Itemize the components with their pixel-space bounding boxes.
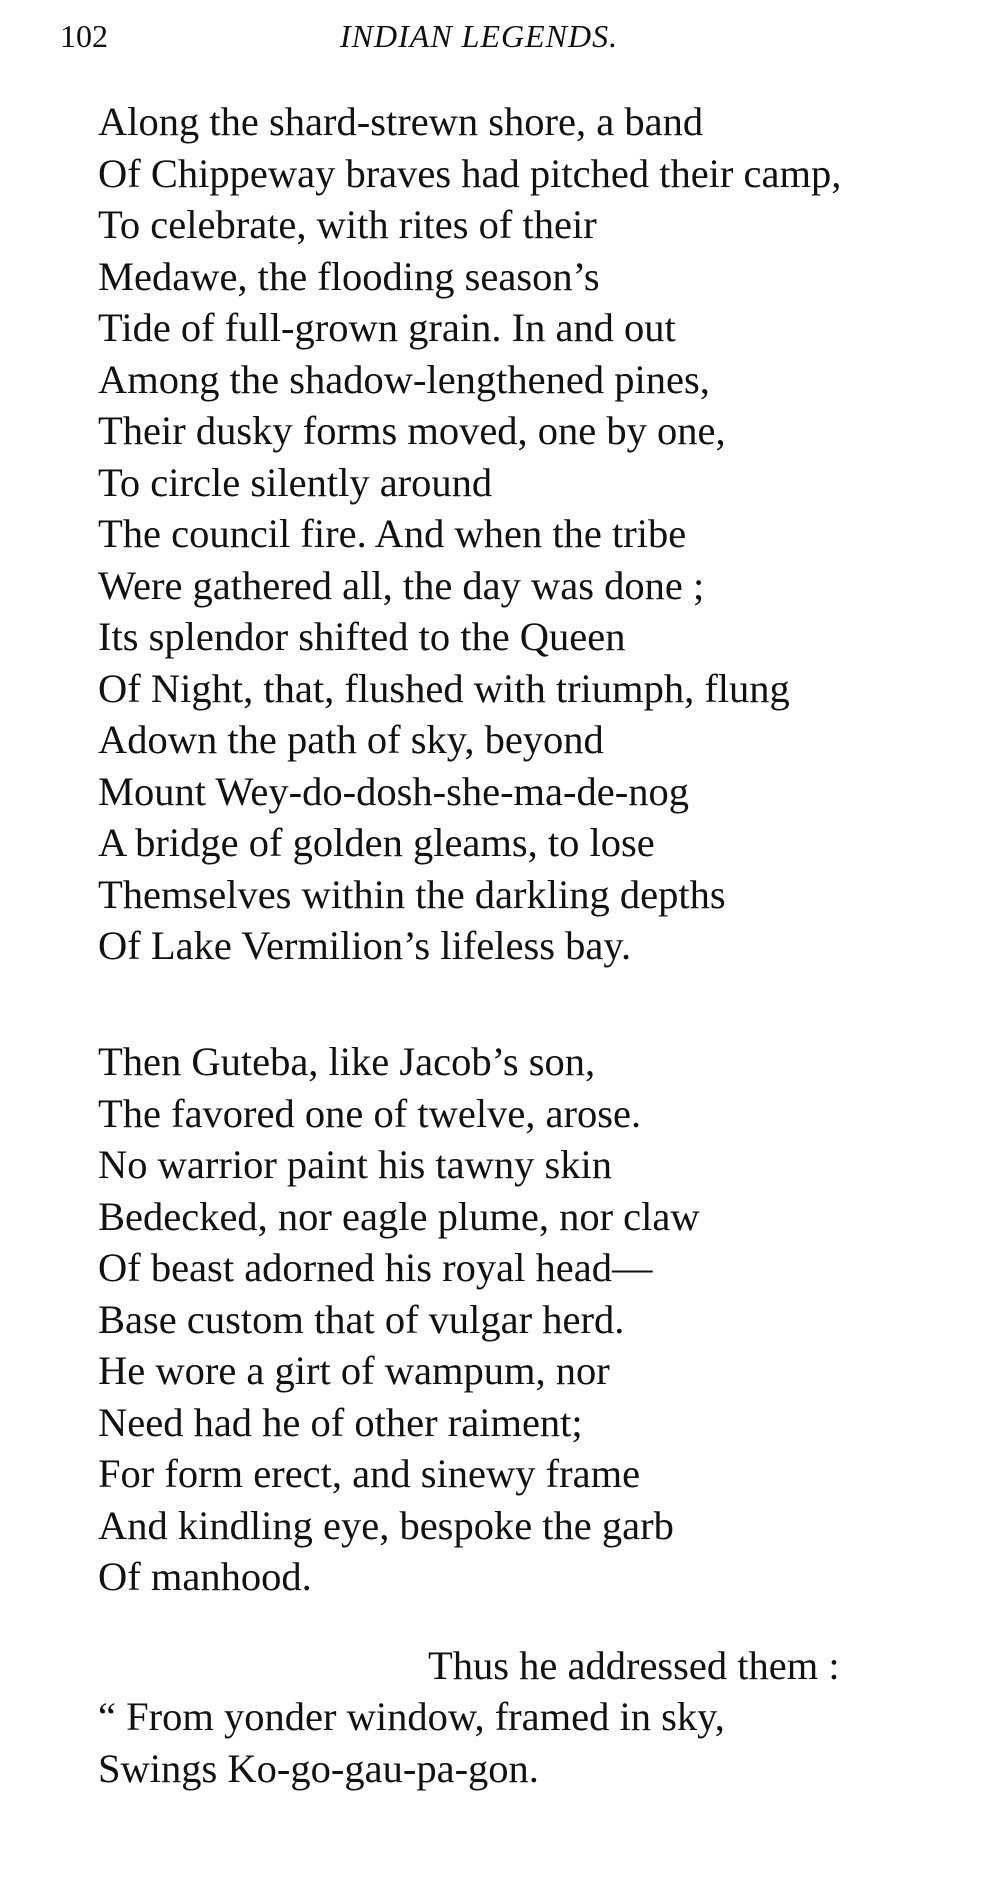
- verse-line: The council fire. And when the tribe: [98, 511, 687, 556]
- stanza-1: [98, 96, 841, 972]
- verse-line: To circle silently around: [98, 459, 493, 505]
- verse-line: Along the shard-strewn shore, a band: [98, 99, 704, 144]
- verse-line: “ From yonder window, framed in sky,: [98, 1694, 725, 1739]
- verse-line: Adown the path of sky, beyond: [98, 717, 604, 762]
- verse-line: No warrior paint his tawny skin: [98, 1142, 613, 1187]
- verse-line: Among the shadow-lengthened pines,: [98, 356, 710, 402]
- speech-intro: Thus he addressed them :: [428, 1643, 840, 1688]
- verse-line: Medawe, the flooding season’s: [98, 253, 600, 299]
- verse-line: Tide of full-grown grain. In and out: [98, 305, 676, 350]
- verse-line: Their dusky forms moved, one by one,: [98, 408, 726, 453]
- verse-line: For form erect, and sinewy frame: [98, 1451, 641, 1496]
- verse-line: Of beast adorned his royal head—: [98, 1245, 653, 1290]
- page-header: [60, 18, 940, 58]
- verse-line: Base custom that of vulgar herd.: [98, 1296, 625, 1342]
- verse-line: Of manhood.: [98, 1554, 312, 1599]
- stanza-2: [98, 1036, 700, 1603]
- verse-line: The favored one of twelve, arose.: [98, 1090, 642, 1136]
- verse-line: Swings Ko-go-gau-pa-gon.: [98, 1745, 539, 1791]
- verse-line: Of Night, that, flushed with triumph, flung: [98, 665, 790, 711]
- verse-line: Mount Wey-do-dosh-she-ma-de-nog: [98, 768, 689, 814]
- verse-line: Themselves within the darkling depths: [98, 871, 726, 917]
- verse-line: Of Chippeway braves had pitched their camp,: [98, 150, 842, 196]
- verse-line: A bridge of golden gleams, to lose: [98, 820, 655, 865]
- verse-line: Need had he of other raiment;: [98, 1399, 583, 1445]
- running-title: INDIAN LEGENDS.: [340, 18, 619, 54]
- verse-line: And kindling eye, bespoke the garb: [98, 1502, 674, 1548]
- page-number: 102: [60, 18, 108, 54]
- verse-line: Its splendor shifted to the Queen: [98, 614, 626, 659]
- verse-line: Of Lake Vermilion’s lifeless bay.: [98, 923, 632, 968]
- verse-line: Bedecked, nor eagle plume, nor claw: [98, 1193, 700, 1239]
- stanza-3: [98, 1691, 725, 1794]
- verse-line: Were gathered all, the day was done ;: [98, 562, 705, 608]
- verse-line: He wore a girt of wampum, nor: [98, 1348, 610, 1393]
- verse-line: Then Guteba, like Jacob’s son,: [98, 1039, 596, 1084]
- verse-line: To celebrate, with rites of their: [98, 202, 597, 247]
